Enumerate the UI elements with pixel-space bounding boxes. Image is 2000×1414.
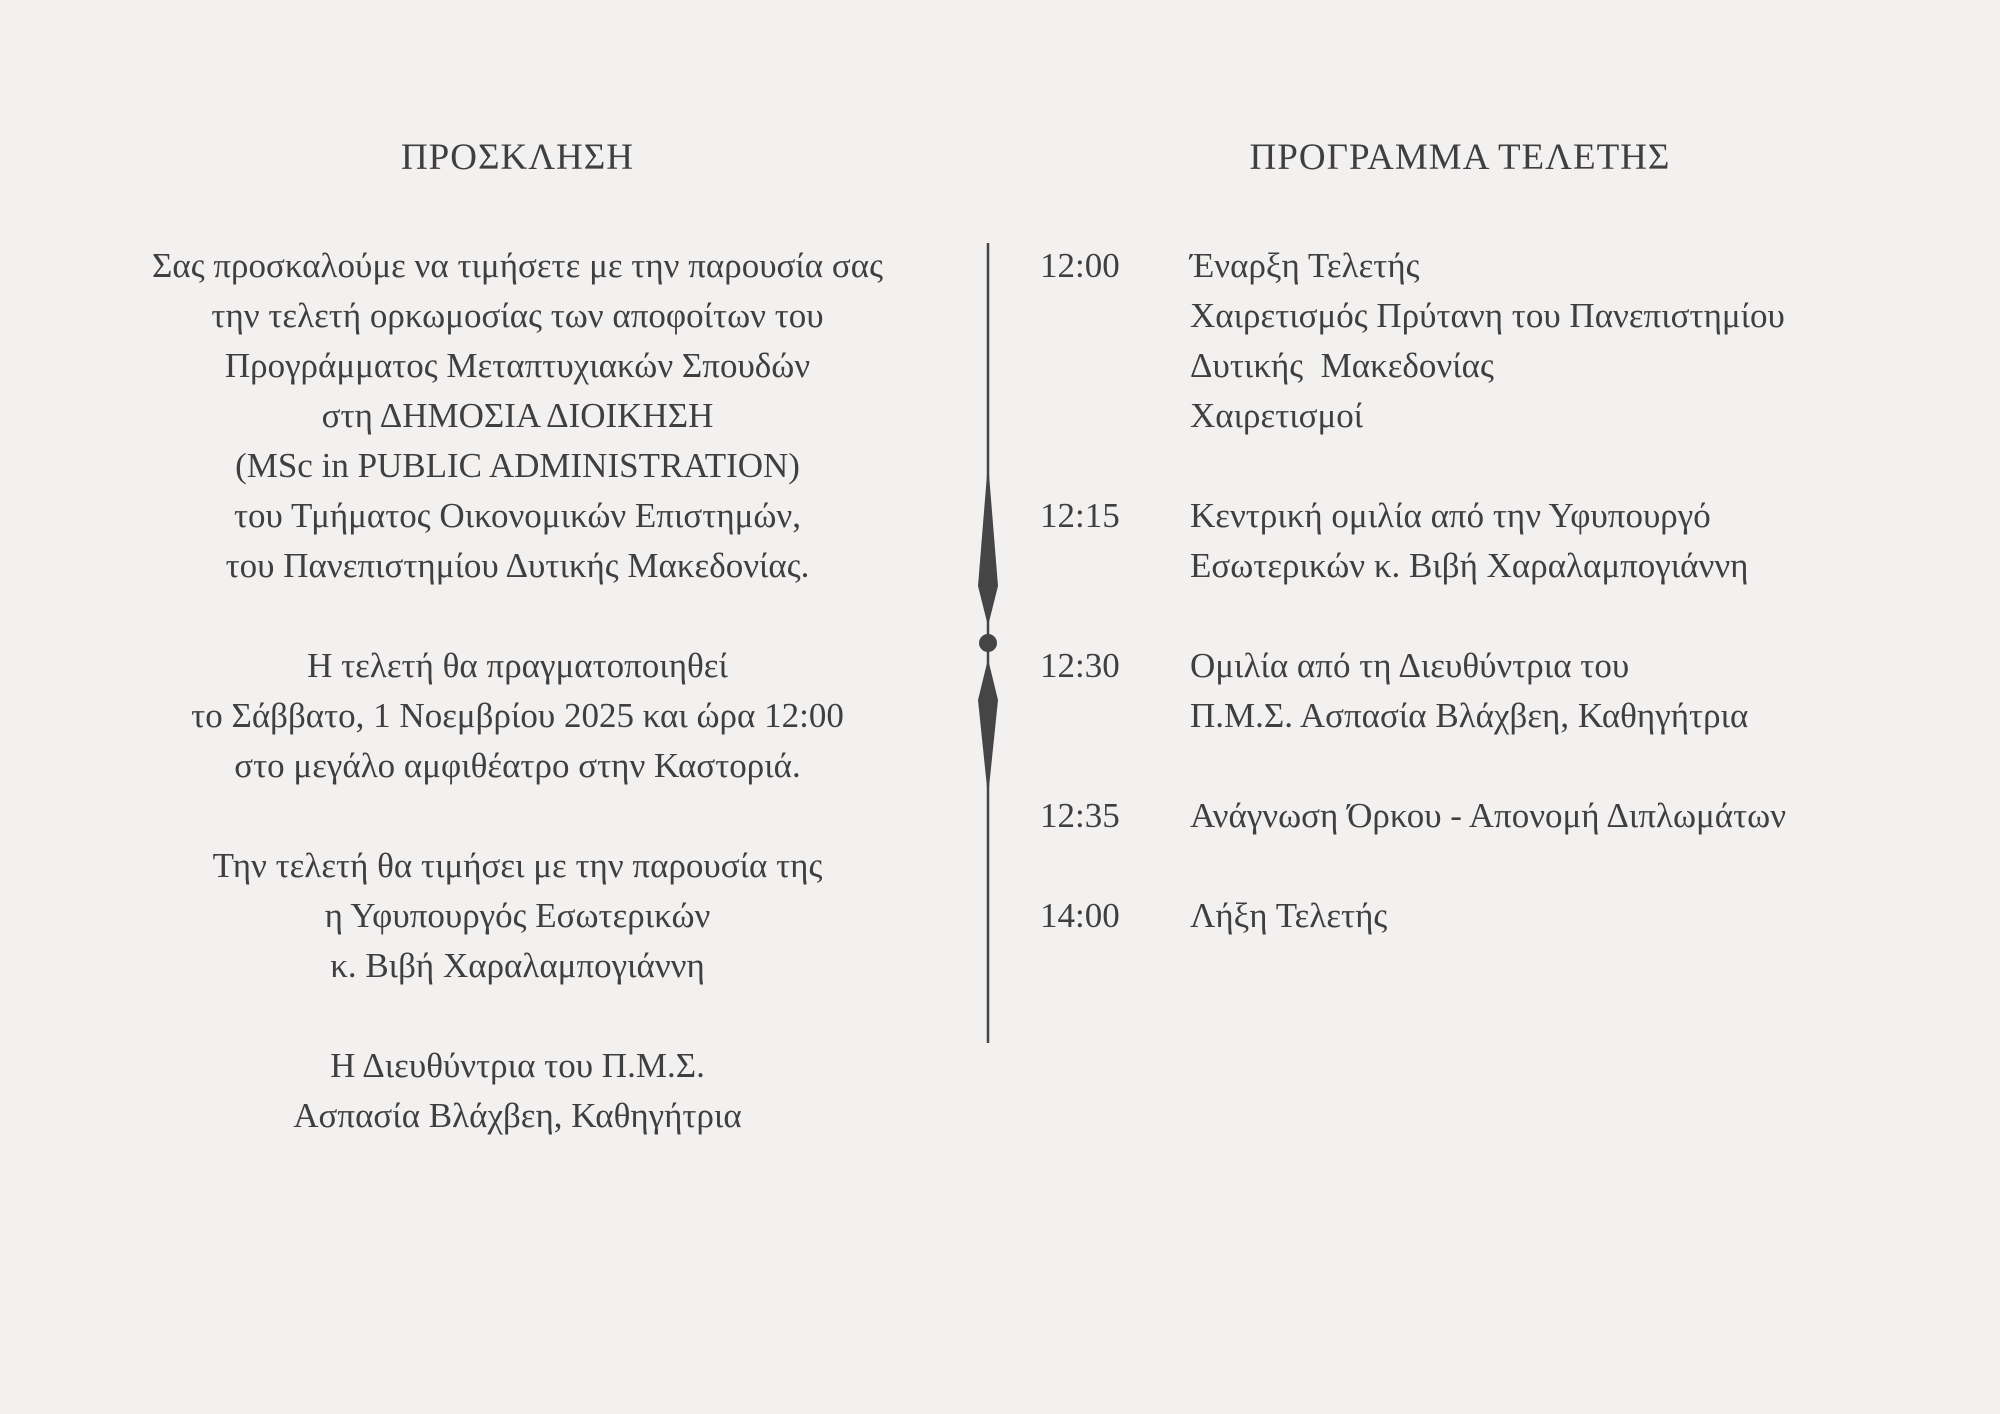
text-line: κ. Βιβή Χαραλαμπογιάννη [330, 946, 705, 985]
program-item-lines [1190, 241, 1880, 441]
invitation-title: ΠΡΟΣΚΛΗΣΗ [400, 137, 635, 178]
program-item-12-15 [1040, 491, 1880, 591]
text-line: του Πανεπιστημίου Δυτικής Μακεδονίας. [225, 546, 810, 585]
text-line: Προγράμματος Μεταπτυχιακών Σπουδών [224, 346, 811, 385]
program-item-lines [1190, 491, 1880, 591]
program-item-line: Έναρξη Τελετής [1190, 246, 1420, 285]
program-item-14-00 [1040, 891, 1880, 941]
program-item-time: 12:30 [1040, 646, 1120, 685]
program-item-line: Δυτικής Μακεδονίας [1190, 346, 1494, 385]
text-line: το Σάββατο, 1 Νοεμβρίου 2025 και ώρα 12:00 [191, 696, 844, 735]
program-item-time: 12:35 [1040, 796, 1120, 835]
program-item-12-30 [1040, 641, 1880, 741]
text-line: (MSc in PUBLIC ADMINISTRATION) [235, 446, 800, 485]
text-line: η Υφυπουργός Εσωτερικών [324, 896, 711, 935]
text-line: Σας προσκαλούμε να τιμήσετε με την παρουσία σας [152, 246, 883, 285]
program-item-12-35 [1040, 791, 1880, 841]
text-line: Την τελετή θα τιμήσει με την παρουσία της [212, 846, 823, 885]
program-item-lines [1190, 791, 1880, 841]
program-item-line: Λήξη Τελετής [1190, 896, 1388, 935]
invitation-paragraph-3 [60, 841, 975, 991]
invitation-paragraph-1 [60, 241, 975, 591]
program-item-line: Κεντρική ομιλία από την Υφυπουργό [1190, 496, 1711, 535]
program-title: ΠΡΟΓΡΑΜΜΑ ΤΕΛΕΤΗΣ [1249, 137, 1671, 178]
divider-upper-ornament [978, 462, 998, 626]
program-item-line: Π.Μ.Σ. Ασπασία Βλάχβεη, Καθηγήτρια [1190, 696, 1749, 735]
program-item-time: 12:00 [1040, 246, 1120, 285]
program-item-time: 14:00 [1040, 896, 1120, 935]
text-line: του Τμήματος Οικονομικών Επιστημών, [233, 496, 802, 535]
program-item-line: Ομιλία από τη Διευθύντρια του [1190, 646, 1630, 685]
invitation-paragraph-4 [60, 1041, 975, 1141]
program-item-line: Ανάγνωση Όρκου - Απονομή Διπλωμάτων [1190, 796, 1787, 835]
program-section [1040, 137, 1880, 941]
invitation-paragraph-2 [60, 641, 975, 791]
text-line: στο μεγάλο αμφιθέατρο στην Καστοριά. [234, 746, 801, 785]
program-item-lines [1190, 641, 1880, 741]
program-item-line: Χαιρετισμοί [1190, 396, 1364, 435]
program-item-lines [1190, 891, 1880, 941]
program-item-line: Εσωτερικών κ. Βιβή Χαραλαμπογιάννη [1190, 546, 1749, 585]
program-item-time: 12:15 [1040, 496, 1120, 535]
program-item-12-00 [1040, 241, 1880, 441]
invitation-section [60, 137, 975, 1141]
divider-dot [979, 634, 997, 652]
text-line: Η Διευθύντρια του Π.Μ.Σ. [330, 1046, 705, 1085]
text-line: Ασπασία Βλάχβεη, Καθηγήτρια [293, 1096, 742, 1135]
text-line: Η τελετή θα πραγματοποιηθεί [307, 646, 728, 685]
divider-lower-ornament [978, 659, 998, 797]
text-line: στη ΔΗΜΟΣΙΑ ΔΙΟΙΚΗΣΗ [321, 396, 714, 435]
text-line: την τελετή ορκωμοσίας των αποφοίτων του [211, 296, 824, 335]
program-item-line: Χαιρετισμός Πρύτανη του Πανεπιστημίου [1190, 296, 1785, 335]
